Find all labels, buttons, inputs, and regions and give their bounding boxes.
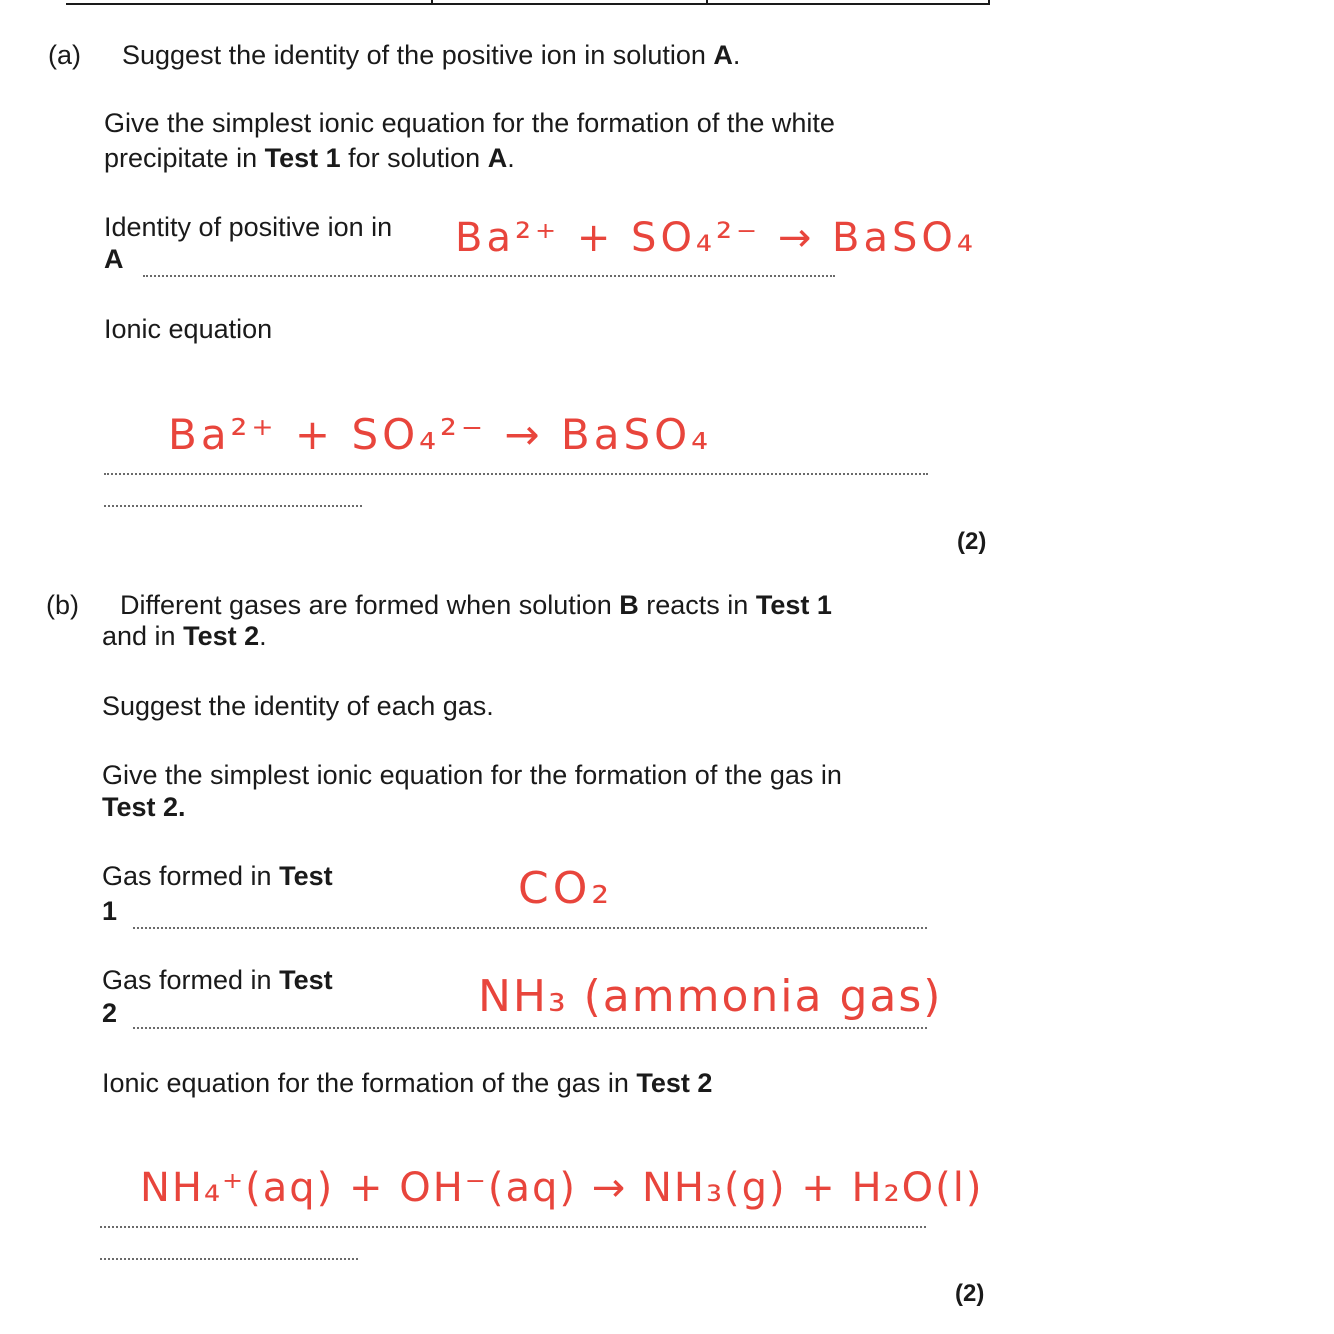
ionic-equation-label: Ionic equation — [104, 314, 273, 344]
part-b-question-3-line-2: Test 2. — [102, 792, 186, 822]
handwritten-ionic-equation-a: Ba²⁺ + SO₄²⁻ → BaSO₄ — [168, 410, 713, 459]
part-b-question-2: Suggest the identity of each gas. — [102, 691, 494, 721]
part-a-label: (a) — [48, 40, 81, 70]
gas-1-label-line-1: Gas formed in Test — [102, 861, 333, 891]
handwritten-gas-1-answer: CO₂ — [518, 863, 613, 914]
part-b-question-1-line-2: and in Test 2. — [102, 621, 267, 651]
gas-2-answer-line[interactable] — [133, 1027, 927, 1029]
part-b-ionic-equation-label: Ionic equation for the formation of the gas in Test 2 — [102, 1068, 713, 1098]
part-b-equation-line-1[interactable] — [100, 1226, 926, 1228]
part-b-label: (b) — [46, 590, 79, 620]
identity-label-line-2: A — [104, 244, 124, 274]
table-bottom-border — [66, 0, 990, 5]
part-a-question-2-line-2: precipitate in Test 1 for solution A. — [104, 143, 515, 173]
gas-2-label-line-2: 2 — [102, 998, 118, 1028]
part-b-question-3-line-1: Give the simplest ionic equation for the formation of the gas in — [102, 760, 842, 790]
part-b-question-1-line-1: Different gases are formed when solution B reacts in Test 1 — [120, 590, 832, 620]
part-b-marks: (2) — [955, 1280, 985, 1307]
part-a-marks: (2) — [957, 528, 987, 555]
ionic-equation-line-2[interactable] — [104, 505, 362, 507]
handwritten-gas-2-answer: NH₃ (ammonia gas) — [478, 971, 943, 1022]
identity-label-line-1: Identity of positive ion in — [104, 212, 393, 242]
ionic-equation-line-1[interactable] — [104, 473, 928, 475]
gas-2-label-line-1: Gas formed in Test — [102, 965, 333, 995]
identity-answer-line[interactable] — [143, 275, 835, 277]
handwritten-identity-answer: Ba²⁺ + SO₄²⁻ → BaSO₄ — [455, 215, 977, 261]
handwritten-ionic-equation-b: NH₄⁺(aq) + OH⁻(aq) → NH₃(g) + H₂O(l) — [140, 1165, 984, 1211]
gas-1-answer-line[interactable] — [133, 927, 927, 929]
part-a-question-1: Suggest the identity of the positive ion in solution A. — [122, 40, 741, 70]
part-b-equation-line-2[interactable] — [100, 1258, 358, 1260]
gas-1-label-line-2: 1 — [102, 896, 118, 926]
part-a-question-2-line-1: Give the simplest ionic equation for the formation of the white — [104, 108, 835, 138]
